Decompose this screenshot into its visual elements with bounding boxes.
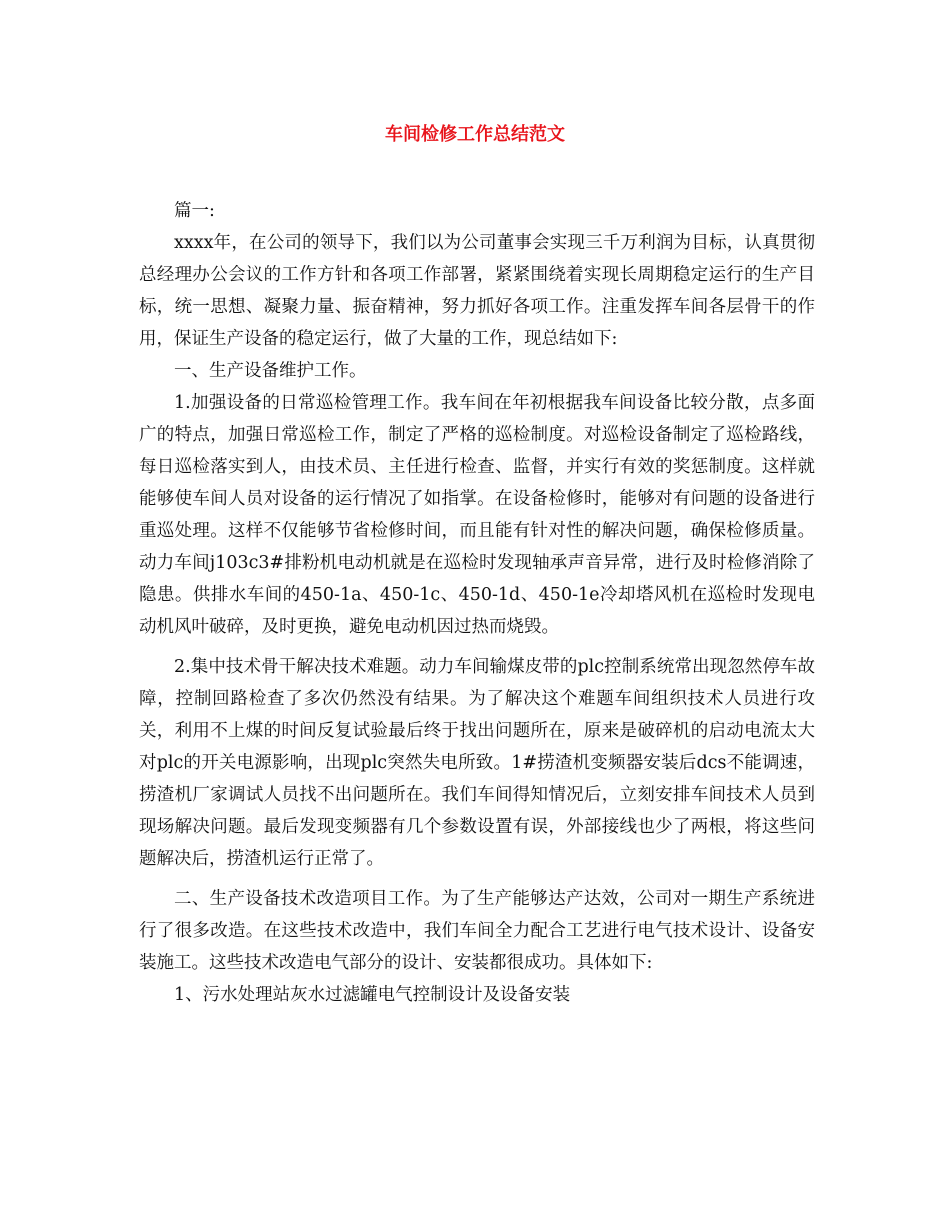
- paragraph-inspection-management: 1.加强设备的日常巡检管理工作。我车间在年初根据我车间设备比较分散，点多面广的特点，加强日常巡检工作，制定了严格的巡检制度。对巡检设备制定了巡检路线，每日巡检落实到人，由技术员、主任进行检查、监督，并实行有效的奖惩制度。这样就能够使车间人员对设备的运行情况了如指掌。在设备检修时，能够对有问题的设备进行重巡处理。这样不仅能够节省检修时间，而且能有针对性的解决问题，确保检修质量。动力车间j103c3#排粉机电动机就是在巡检时发现轴承声音异常，进行及时检修消除了隐患。供排水车间的450-1a、450-1c、450-1d、450-1e冷却塔风机在巡检时发现电动机风叶破碎，及时更换，避免电动机因过热而烧毁。: [139, 393, 815, 637]
- paragraph-technical-problems: 2.集中技术骨干解决技术难题。动力车间输煤皮带的plc控制系统常出现忽然停车故障，控制回路检查了多次仍然没有结果。为了解决这个难题车间组织技术人员进行攻关，利用不上煤的时间反复试验最后终于找出问题所在，原来是破碎机的启动电流太大对plc的开关电源影响，出现plc突然失电所致。1#捞渣机变频器安装后dcs不能调速，捞渣机厂家调试人员找不出问题所在。我们车间得知情况后，立刻安排车间技术人员到现场解决问题。最后发现变频器有几个参数设置有误，外部接线也少了两根，将这些问题解决后，捞渣机运行正常了。: [139, 657, 815, 869]
- section-heading-equipment-maintenance: 一、生产设备维护工作。: [174, 361, 367, 381]
- paragraph-item-wastewater: 1、污水处理站灰水过滤罐电气控制设计及设备安装: [174, 985, 571, 1005]
- paragraph-technical-renovation: 二、生产设备技术改造项目工作。为了生产能够达产达效，公司对一期生产系统进行了很多改造。在这些技术改造中，我们车间全力配合工艺进行电气技术设计、设备安装施工。这些技术改造电气部分的设计、安装都很成功。具体如下:: [139, 889, 815, 973]
- document-body: [139, 195, 815, 1011]
- paragraph-intro: xxxx年，在公司的领导下，我们以为公司董事会实现三千万利润为目标，认真贯彻总经理办公会议的工作方针和各项工作部署，紧紧围绕着实现长周期稳定运行的生产目标，统一思想、凝聚力量、振奋精神，努力抓好各项工作。注重发挥车间各层骨干的作用，保证生产设备的稳定运行，做了大量的工作，现总结如下:: [139, 233, 815, 349]
- document-title: 车间检修工作总结范文: [385, 124, 565, 145]
- section-heading-part-one: 篇一:: [174, 201, 215, 221]
